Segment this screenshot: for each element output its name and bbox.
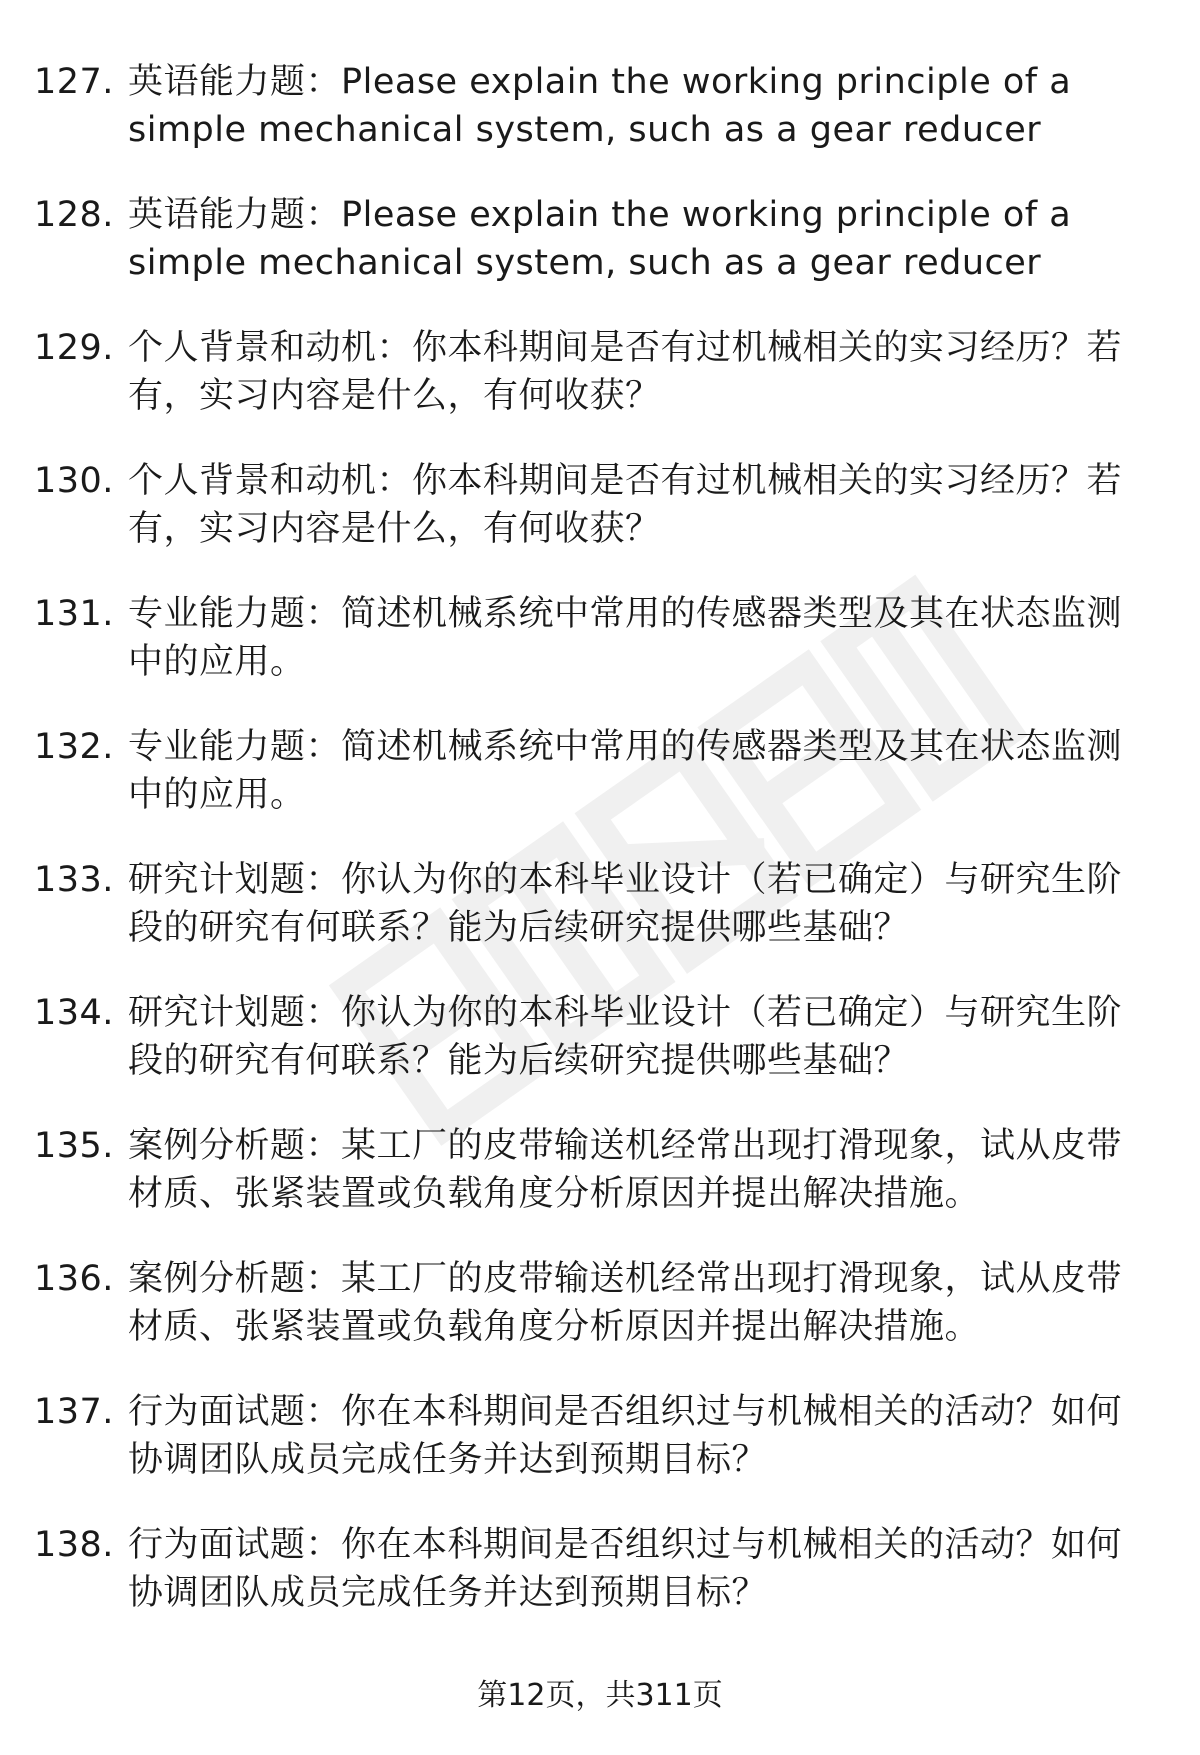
question-category: 个人背景和动机： — [128, 461, 413, 501]
question-number: 128. — [34, 195, 114, 235]
question-body: 你本科期间是否有过机械相关的实习经历？若有，实习内容是什么，有何收获？ — [128, 461, 1123, 549]
question-body: 某工厂的皮带输送机经常出现打滑现象，试从皮带材质、张紧装置或负载角度分析原因并提出解决措施。 — [128, 1126, 1123, 1214]
question-text — [128, 1255, 1148, 1351]
question-number: 127. — [34, 62, 114, 102]
question-number: 129. — [34, 328, 114, 368]
question-text — [128, 1388, 1148, 1484]
question-category: 专业能力题： — [128, 727, 342, 767]
question-text — [128, 457, 1148, 553]
question-category: 行为面试题： — [128, 1525, 342, 1565]
question-number: 132. — [34, 727, 114, 767]
question-number: 135. — [34, 1126, 114, 1166]
question-item — [0, 1388, 1200, 1521]
question-body: 你认为你的本科毕业设计（若已确定）与研究生阶段的研究有何联系？能为后续研究提供哪些基础？ — [128, 993, 1123, 1081]
question-text — [128, 1122, 1148, 1218]
question-item — [0, 1122, 1200, 1255]
question-body: Please explain the working principle of a simple mechanical system, such as a gear reducer — [128, 195, 1072, 283]
question-body: 你在本科期间是否组织过与机械相关的活动？如何协调团队成员完成任务并达到预期目标？ — [128, 1392, 1123, 1480]
question-category: 案例分析题： — [128, 1259, 342, 1299]
question-item — [0, 324, 1200, 457]
question-text — [128, 856, 1148, 952]
page-number: 第12页，共311页 — [477, 1678, 723, 1713]
question-body: Please explain the working principle of a simple mechanical system, such as a gear reducer — [128, 62, 1072, 150]
question-category: 案例分析题： — [128, 1126, 342, 1166]
question-item — [0, 457, 1200, 590]
question-item — [0, 989, 1200, 1122]
question-category: 专业能力题： — [128, 594, 342, 634]
question-number: 130. — [34, 461, 114, 501]
question-body: 你认为你的本科毕业设计（若已确定）与研究生阶段的研究有何联系？能为后续研究提供哪些基础？ — [128, 860, 1123, 948]
question-text — [128, 1521, 1148, 1617]
question-category: 英语能力题： — [128, 195, 342, 235]
question-number: 137. — [34, 1392, 114, 1432]
question-category: 个人背景和动机： — [128, 328, 413, 368]
question-category: 研究计划题： — [128, 993, 342, 1033]
question-body: 你在本科期间是否组织过与机械相关的活动？如何协调团队成员完成任务并达到预期目标？ — [128, 1525, 1123, 1613]
question-number: 134. — [34, 993, 114, 1033]
question-text — [128, 989, 1148, 1085]
question-text — [128, 58, 1148, 154]
question-list — [0, 58, 1200, 1654]
question-category: 研究计划题： — [128, 860, 342, 900]
question-text — [128, 590, 1148, 686]
question-number: 133. — [34, 860, 114, 900]
question-category: 行为面试题： — [128, 1392, 342, 1432]
question-text — [128, 723, 1148, 819]
question-body: 简述机械系统中常用的传感器类型及其在状态监测中的应用。 — [128, 594, 1123, 682]
question-text — [128, 191, 1148, 287]
question-item — [0, 590, 1200, 723]
question-item — [0, 58, 1200, 191]
question-item — [0, 723, 1200, 856]
question-number: 138. — [34, 1525, 114, 1565]
question-number: 136. — [34, 1259, 114, 1299]
question-item — [0, 856, 1200, 989]
question-body: 简述机械系统中常用的传感器类型及其在状态监测中的应用。 — [128, 727, 1123, 815]
question-body: 某工厂的皮带输送机经常出现打滑现象，试从皮带材质、张紧装置或负载角度分析原因并提出解决措施。 — [128, 1259, 1123, 1347]
question-item — [0, 191, 1200, 324]
question-number: 131. — [34, 594, 114, 634]
question-item — [0, 1255, 1200, 1388]
question-text — [128, 324, 1148, 420]
question-category: 英语能力题： — [128, 62, 342, 102]
question-body: 你本科期间是否有过机械相关的实习经历？若有，实习内容是什么，有何收获？ — [128, 328, 1123, 416]
question-item — [0, 1521, 1200, 1654]
